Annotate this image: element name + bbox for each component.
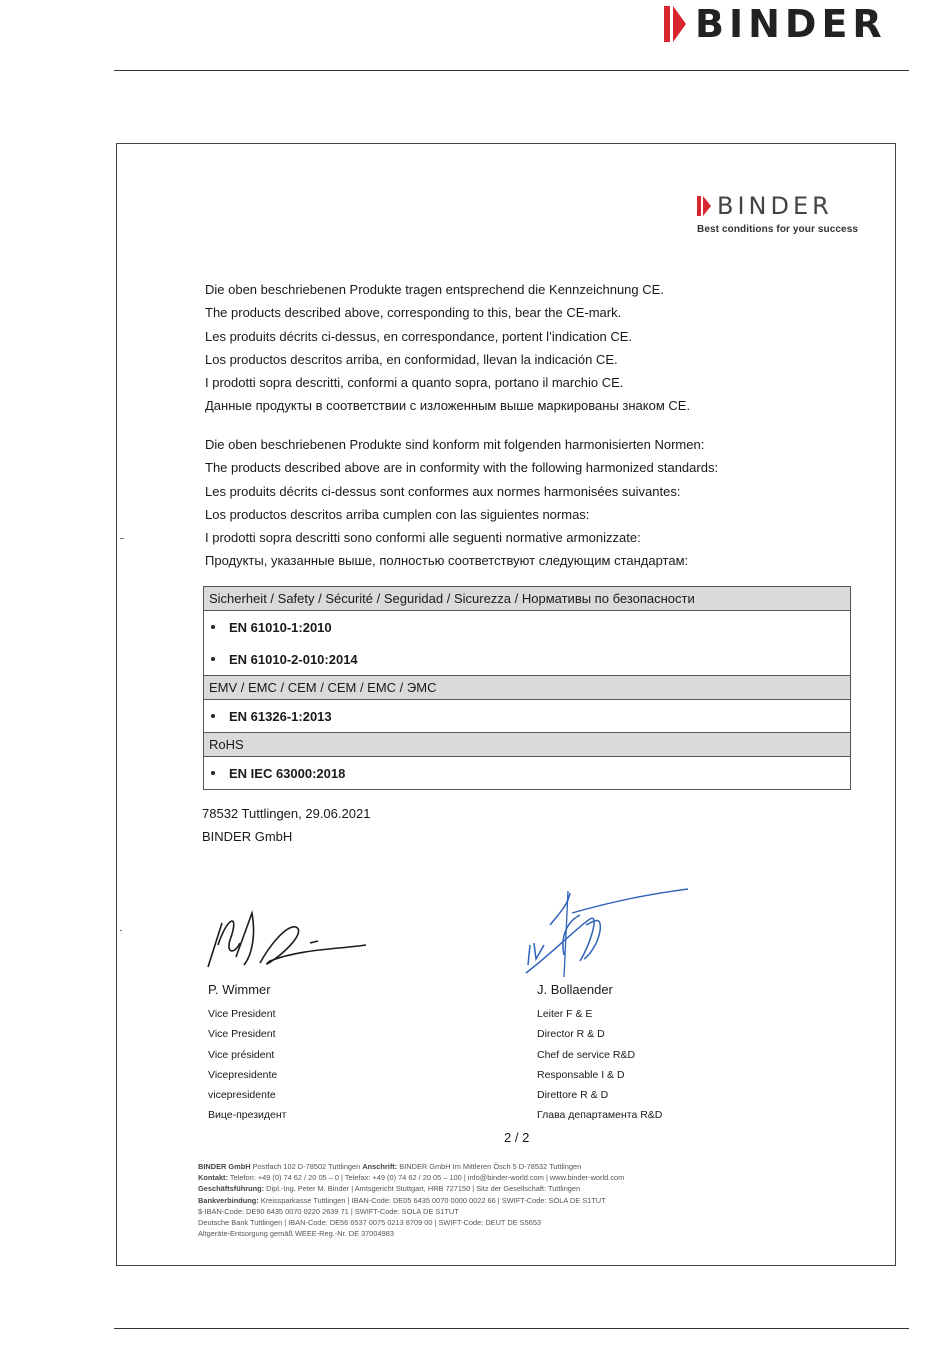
- signer-title: Vice President: [208, 1028, 276, 1041]
- standard-code: EN 61010-2-010:2014: [229, 651, 358, 667]
- footer-line: Altgeräte-Entsorgung gemäß WEEE-Reg.-Nr. DE 37004983: [198, 1229, 394, 1239]
- footer-rule: [114, 1328, 909, 1329]
- standard-item: [209, 611, 850, 643]
- bullet-icon: [211, 657, 215, 661]
- signer-title: Vice président: [208, 1048, 275, 1061]
- signer-name: J. Bollaender: [537, 982, 613, 997]
- standards-items-row: [204, 611, 851, 676]
- bullet-icon: [211, 771, 215, 775]
- signer-title: Vice President: [208, 1008, 276, 1020]
- standards-items-row: [204, 757, 851, 790]
- binder-logo: [664, 4, 887, 44]
- logo-wordmark: BINDER: [695, 2, 887, 46]
- standards-category-row: [204, 587, 851, 611]
- ce-statement-en: The products described above, corresponding to this, bear the CE-mark.: [205, 305, 622, 321]
- place-and-date-block: [202, 802, 370, 848]
- norm-statements: [205, 433, 718, 573]
- norm-statement-it: I prodotti sopra descritti sono conformi alle seguenti normative armonizzate:: [205, 530, 641, 546]
- norm-statement-ru: Продукты, указанные выше, полностью соответствуют следующим стандартам:: [205, 553, 689, 569]
- inner-binder-logo: [697, 194, 858, 235]
- norm-statement-de: Die oben beschriebenen Produkte sind konform mit folgenden harmonisierten Normen:: [205, 437, 705, 452]
- footer-line: $-IBAN-Code: DE90 6435 0070 0220 2639 71 | SWIFT-Code: SOLA DE S1TUT: [198, 1206, 459, 1216]
- inner-logo-wordmark: BINDER: [717, 192, 833, 220]
- category-safety: Sicherheit / Safety / Sécurité / Seguridad / Sicurezza / Нормативы по безопасности: [204, 587, 851, 611]
- ce-statement-es: Los productos descritos arriba, en conformidad, llevan la indicación CE.: [205, 351, 618, 367]
- logo-tagline: Best conditions for your success: [697, 224, 859, 235]
- footer-line: Deutsche Bank Tuttlingen | IBAN-Code: DE56 6537 0075 0213 8709 00 | SWIFT-Code: DEUT DE S5653: [198, 1218, 542, 1228]
- standard-item: [209, 643, 850, 675]
- footer-line: Geschäftsführung: Dipl.-Ing. Peter M. Binder | Amtsgericht Stuttgart, HRB 727150 | Sitz der Gesellschaft: Tuttlingen: [198, 1184, 581, 1194]
- standard-code: EN 61010-1:2010: [229, 619, 332, 635]
- signer-name: P. Wimmer: [208, 982, 271, 997]
- category-rohs: RoHS: [204, 733, 851, 757]
- standards-table: [203, 586, 851, 790]
- footer-line: BINDER GmbH Postfach 102 D-78502 Tuttlingen Anschrift: BINDER GmbH Im Mittleren Ösch 5 D-78532 Tuttlingen: [198, 1162, 582, 1171]
- footer-line: Bankverbindung: Kreissparkasse Tuttlingen | IBAN-Code: DE05 6435 0070 0000 0022 66 | SWIFT-Code: SOLA DE S1TUT: [198, 1195, 606, 1205]
- place-date: 78532 Tuttlingen, 29.06.2021: [202, 806, 371, 821]
- standard-item: [209, 757, 850, 789]
- signature-wimmer-image: [200, 905, 375, 975]
- logo-arrow-icon: [664, 4, 686, 44]
- signature-bollaender-image: [520, 885, 695, 980]
- ce-statement-ru: Данные продукты в соответствии с изложенным выше маркированы знаком CE.: [205, 398, 691, 414]
- standard-item: [209, 700, 850, 732]
- header-rule: [114, 70, 909, 71]
- signer-title: Вице-президент: [208, 1109, 287, 1122]
- standard-code: EN IEC 63000:2018: [229, 765, 346, 781]
- footer-line: Kontakt: Telefon: +49 (0) 74 62 / 20 05 – 0 | Telefax: +49 (0) 74 62 / 20 05 – 100 | info@binder-world.com | www.binder-world.com: [198, 1173, 625, 1183]
- bullet-icon: [211, 625, 215, 629]
- inner-logo-arrow-icon: [697, 195, 711, 217]
- company-footer: [198, 1161, 624, 1239]
- norm-statement-es: Los productos descritos arriba cumplen con las siguientes normas:: [205, 506, 590, 522]
- signer-title: Leiter F & E: [537, 1008, 593, 1020]
- ce-statement-fr: Les produits décrits ci-dessus, en correspondance, portent l’indication CE.: [205, 328, 633, 344]
- signer-title: Chef de service R&D: [537, 1048, 636, 1061]
- standard-code: EN 61326-1:2013: [229, 708, 332, 724]
- signer-bollaender: [537, 982, 662, 1126]
- signer-title: Vicepresidente: [208, 1068, 278, 1081]
- signer-title: Responsable I & D: [537, 1068, 625, 1081]
- norm-statement-en: The products described above are in conformity with the following harmonized standards:: [205, 460, 719, 476]
- ce-statement-it: I prodotti sopra descritti, conformi a quanto sopra, portano il marchio CE.: [205, 375, 624, 391]
- standards-category-row: [204, 676, 851, 700]
- company-name: BINDER GmbH: [202, 829, 293, 844]
- scan-mark: [120, 930, 122, 931]
- standards-category-row: [204, 733, 851, 757]
- signer-title: Глава департамента R&D: [537, 1109, 663, 1122]
- ce-mark-statements: [205, 278, 690, 418]
- inner-page-number: 2 / 2: [504, 1130, 530, 1145]
- signer-title: vicepresidente: [208, 1089, 276, 1102]
- bullet-icon: [211, 714, 215, 718]
- category-emc: EMV / EMC / CEM / CEM / EMC / ЭМС: [204, 676, 851, 700]
- standards-items-row: [204, 700, 851, 733]
- ce-statement-de: Die oben beschriebenen Produkte tragen entsprechend die Kennzeichnung CE.: [205, 282, 664, 297]
- norm-statement-fr: Les produits décrits ci-dessus sont conformes aux normes harmonisées suivantes:: [205, 483, 681, 499]
- signer-title: Direttore R & D: [537, 1089, 609, 1102]
- scan-mark: [120, 538, 124, 539]
- signer-title: Director R & D: [537, 1028, 605, 1041]
- signer-wimmer: [208, 982, 287, 1126]
